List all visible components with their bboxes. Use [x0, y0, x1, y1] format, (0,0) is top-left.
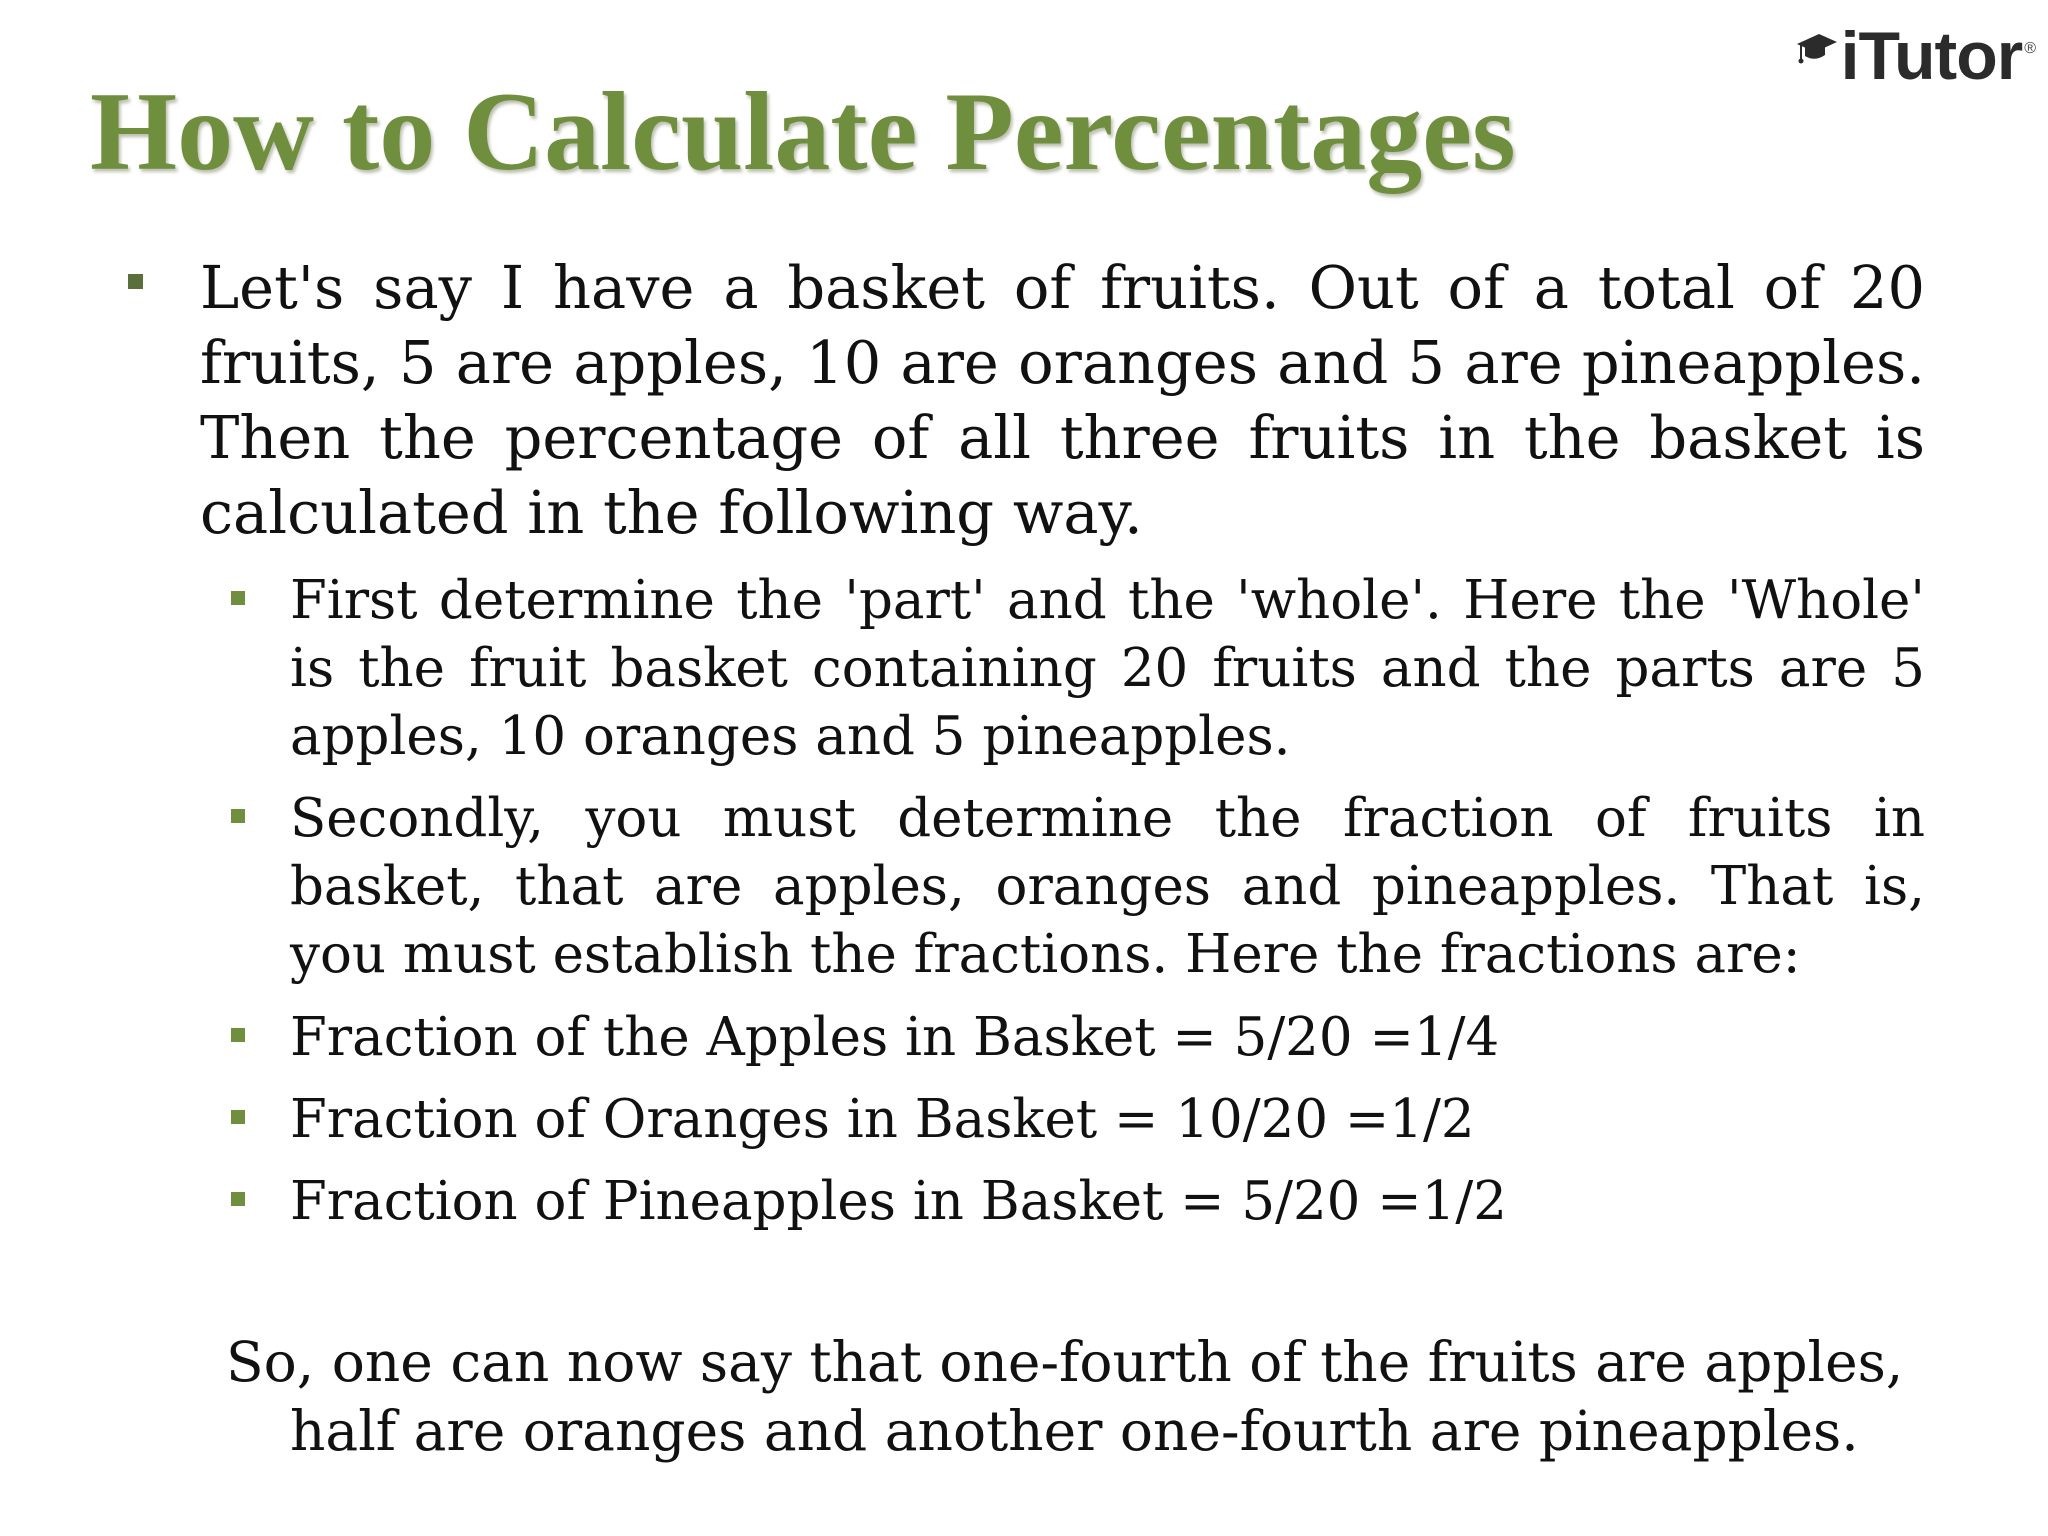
sub-bullet-square-icon [231, 1192, 245, 1206]
summary-line-1: So, one can now say that one-fourth of the fruits are apples, [226, 1330, 1904, 1394]
logo-brand-text: iTutor [1840, 18, 2023, 94]
page-title: How to Calculate Percentages [90, 70, 1516, 194]
sub-bullet-square-icon [231, 1028, 245, 1042]
graduation-cap-icon [1793, 30, 1839, 70]
bullet-square-icon [128, 274, 143, 289]
main-bullet-text: Let's say I have a basket of fruits. Out of a total of 20 fruits, 5 are apples, 10 are oranges and 5 are pineapples. Then the percentage of all three fruits in the basket is calculated in the following way. [200, 253, 1925, 547]
sub-bullet-5-text: Fraction of Pineapples in Basket = 5/20 =1/2 [290, 1171, 1507, 1232]
sub-bullet-square-icon [231, 1110, 245, 1124]
sub-bullet-3-text: Fraction of the Apples in Basket = 5/20 =1/4 [290, 1007, 1500, 1068]
sub-bullet-square-icon [231, 591, 245, 605]
summary-paragraph [226, 1328, 1925, 1466]
sub-bullet-1-text: First determine the 'part' and the 'whole'. Here the 'Whole' is the fruit basket containing 20 fruits and the parts are 5 apples, 10 oranges and 5 pineapples. [290, 570, 1925, 767]
sub-bullet-4-text: Fraction of Oranges in Basket = 10/20 =1/2 [290, 1089, 1475, 1150]
sub-bullet-2-text: Secondly, you must determine the fraction of fruits in basket, that are apples, oranges and pineapples. That is, you must establish the fractions. Here the fractions are: [290, 788, 1925, 985]
itutor-logo [1793, 18, 2036, 94]
summary-line-2: half are oranges and another one-fourth are pineapples. [290, 1399, 1859, 1463]
sub-bullet-square-icon [231, 809, 245, 823]
logo-registered-mark: ® [2024, 40, 2036, 57]
